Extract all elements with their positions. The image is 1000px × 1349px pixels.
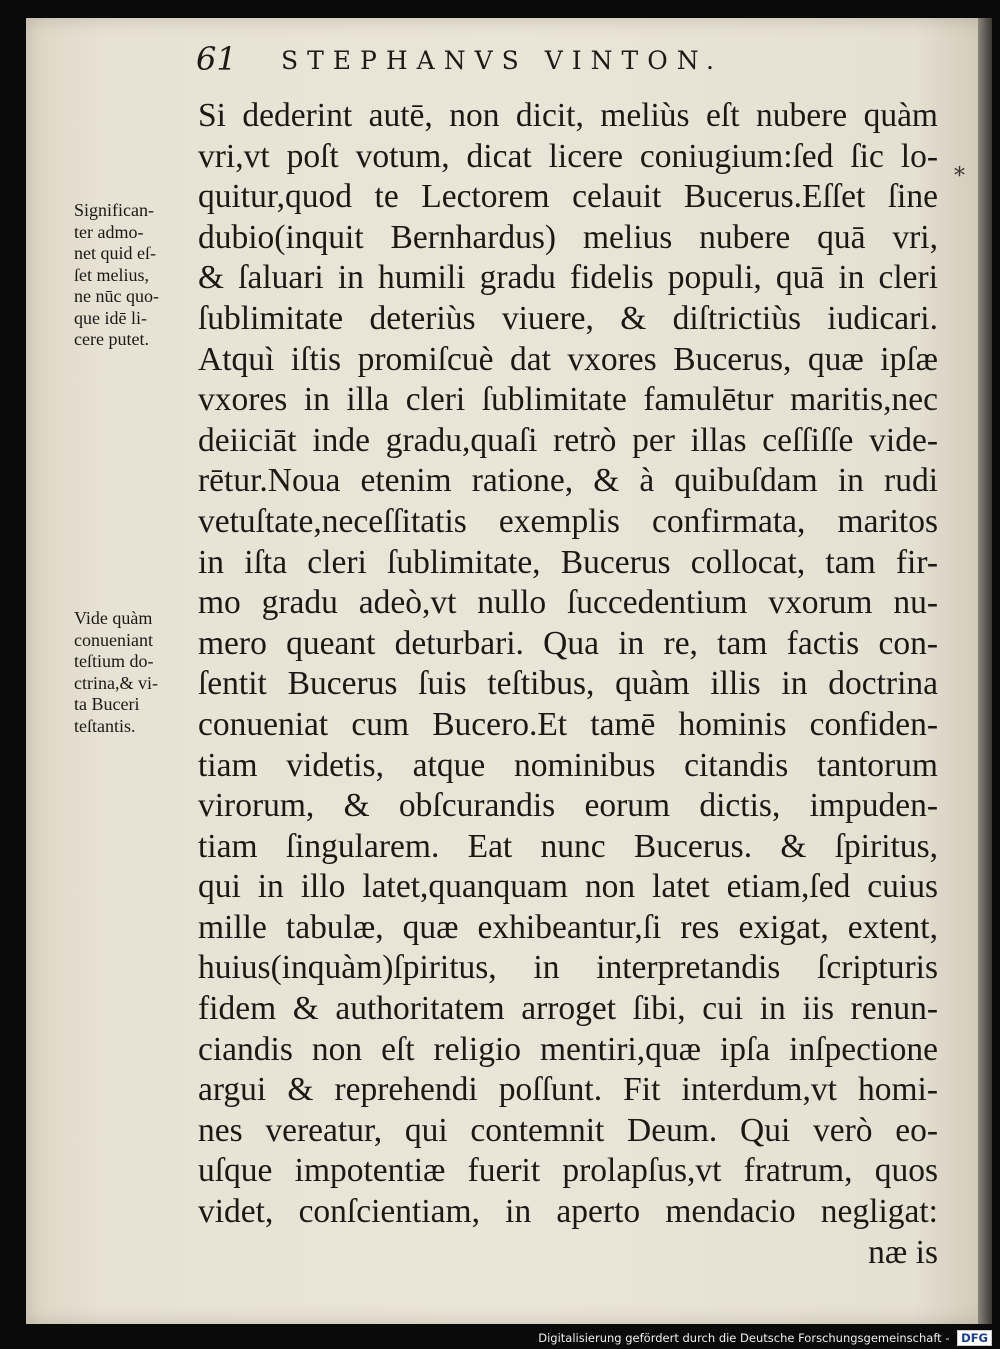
- text-line: fidem & authoritatem arroget ſibi, cui in iis renun-: [198, 990, 938, 1028]
- text-line: videt, conſcientiam, in aperto mendacio negligat:: [198, 1193, 938, 1231]
- text-line: ciandis non eſt religio mentiri,quæ ipſa inſpectione: [198, 1030, 938, 1068]
- page-number: 61: [196, 40, 237, 78]
- marginal-note: [74, 200, 196, 351]
- text-line: ſublimitate deteriùs viuere, & diſtrictiùs iudicari.: [198, 299, 938, 337]
- text-line: deiiciāt inde gradu,quaſi retrò per illas ceſſiſſe vide-: [198, 421, 938, 459]
- margin-asterisk-mark: *: [954, 164, 965, 189]
- text-line: tiam videtis, atque nominibus citandis tantorum: [198, 746, 938, 784]
- text-line: & ſaluari in humili gradu fidelis populi, quā in cleri: [198, 259, 938, 297]
- text-line: mero queant deturbari. Qua in re, tam factis con-: [198, 624, 938, 662]
- text-line: Si dederint autē, non dicit, meliùs eſt nubere quàm: [198, 97, 938, 134]
- text-line: tiam ſingularem. Eat nunc Bucerus. & ſpiritus,: [198, 827, 938, 865]
- text-line: vri,vt poſt votum, dicat licere coniugium:ſed ſic lo-: [198, 137, 938, 175]
- marginal-note-line: teſtium do-: [74, 651, 154, 671]
- marginal-note-line: Vide quàm: [74, 608, 153, 628]
- marginal-note-line: conueniant: [74, 629, 153, 650]
- marginal-note-line: Significan-: [74, 200, 154, 220]
- page-edge-shadow: [978, 18, 992, 1324]
- text-line: argui & reprehendi poſſunt. Fit interdum,vt homi-: [198, 1071, 938, 1109]
- text-line: rētur.Noua etenim ratione, & à quibuſdam in rudi: [198, 462, 938, 500]
- marginal-note-line: ter admo-: [74, 221, 144, 242]
- digitization-credit: [538, 1330, 992, 1346]
- text-line: mille tabulæ, quæ exhibeantur,ſi res exigat, extent,: [198, 908, 938, 946]
- text-line: Atquì iſtis promiſcuè dat vxores Bucerus, quæ ipſæ: [198, 340, 938, 378]
- catchword: næ is: [868, 1233, 938, 1271]
- book-page: [26, 18, 992, 1324]
- marginal-note-line: cere putet.: [74, 329, 149, 349]
- text-line: virorum, & obſcurandis eorum dictis, impuden-: [198, 787, 938, 825]
- text-line: qui in illo latet,quanquam non latet etiam,ſed cuius: [198, 868, 938, 906]
- marginal-note-line: teſtantis.: [74, 715, 136, 736]
- marginal-note: [74, 608, 196, 737]
- dfg-logo: DFG: [957, 1330, 992, 1346]
- text-line: in iſta cleri ſublimitate, Bucerus collocat, tam fir-: [198, 543, 938, 581]
- text-line: vxores in illa cleri ſublimitate famulētur maritis,nec: [198, 381, 938, 419]
- marginal-note-line: ta Buceri: [74, 694, 140, 714]
- marginal-note-line: ne nūc quo-: [74, 286, 159, 306]
- text-line: quitur,quod te Lectorem celauit Bucerus.Eſſet ſine: [198, 178, 938, 216]
- text-line: nes vereatur, qui contemnit Deum. Qui verò eo-: [198, 1111, 938, 1149]
- text-line: mo gradu adeò,vt nullo ſuccedentium vxorum nu-: [198, 584, 938, 622]
- text-line: huius(inquàm)ſpiritus, in interpretandis ſcripturis: [198, 949, 938, 987]
- text-line: dubio(inquit Bernhardus) melius nubere quā vri,: [198, 218, 938, 256]
- text-line: ſentit Bucerus ſuis teſtibus, quàm illis in doctrina: [198, 665, 938, 703]
- text-line: uſque impotentiæ fuerit prolapſus,vt fratrum, quos: [198, 1152, 938, 1190]
- running-head: STEPHANVS VINTON.: [281, 46, 723, 75]
- text-line: conueniat cum Bucero.Et tamē hominis confiden-: [198, 705, 938, 743]
- text-line: vetuſtate,neceſſitatis exemplis confirmata, maritos: [198, 502, 938, 540]
- body-text: [198, 96, 938, 1273]
- marginal-note-line: net quid eſ-: [74, 243, 156, 263]
- credit-text: Digitalisierung gefördert durch die Deutsche Forschungsgemeinschaft -: [538, 1331, 950, 1345]
- marginal-note-line: ctrina,& vi-: [74, 672, 158, 693]
- marginal-note-line: ſet melius,: [74, 264, 149, 285]
- marginal-note-line: que idē li-: [74, 307, 147, 328]
